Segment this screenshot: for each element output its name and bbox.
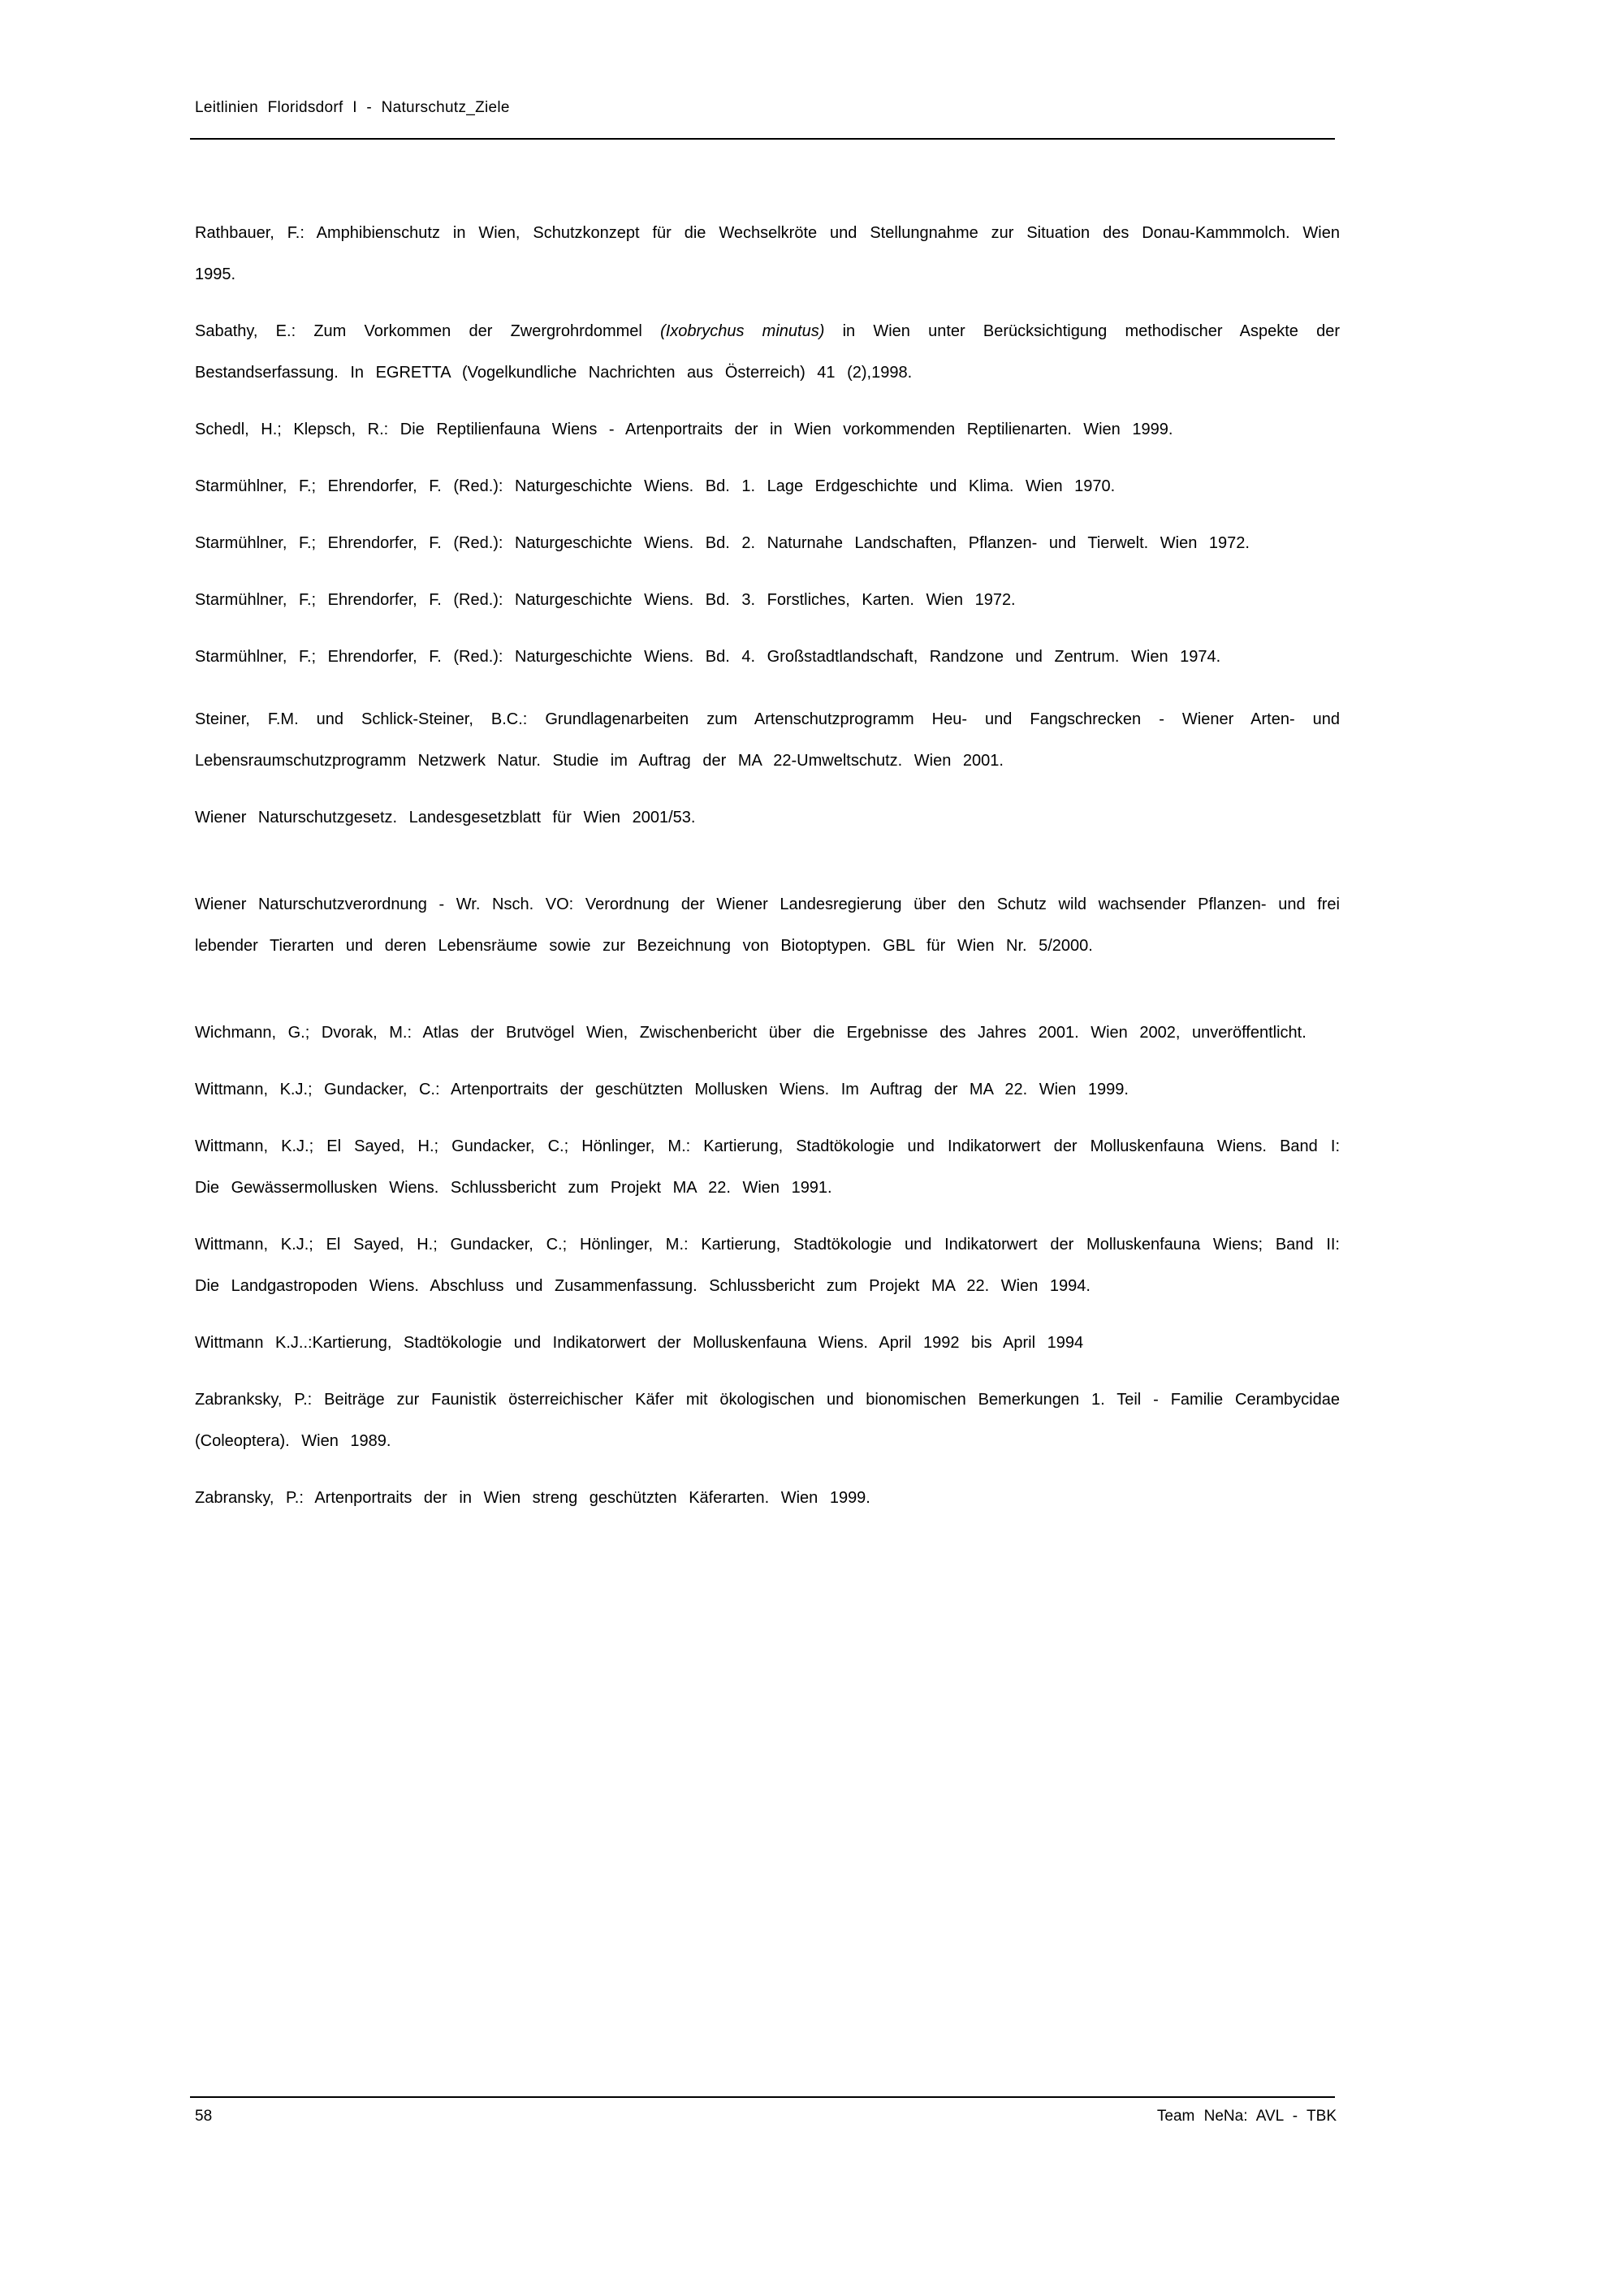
reference-naturschutzgesetz: Wiener Naturschutzgesetz. Landesgesetzblatt für Wien 2001/53. — [195, 809, 696, 826]
species-name: (Ixobrychus minutus) — [660, 322, 825, 340]
reference-naturschutzverordnung: Wiener Naturschutzverordnung - Wr. Nsch. VO: Verordnung der Wiener Landesregierung über den Schutz wild wachsender Pflanzen- und frei lebender Tierarten und deren Lebensräume sowie zur Bezeichnung von Biotoptypen. GBL für Wien Nr. 5/2000. — [195, 896, 1340, 955]
reference-rathbauer: Rathbauer, F.: Amphibienschutz in Wien, Schutzkonzept für die Wechselkröte und Stellungnahme zur Situation des Donau-Kammmolch. Wien 1995. — [195, 224, 1340, 283]
reference-sabathy-text-cont: in Wien unter Berücksichtigung methodischer Aspekte der Bestandserfassung. In EGRETTA (Vogelkundliche Nachrichten aus Österreich) 41 (2),1998. — [195, 322, 1340, 382]
reference-wittmann-band-2: Wittmann, K.J.; El Sayed, H.; Gundacker, C.; Hönlinger, M.: Kartierung, Stadtökologie und Indikatorwert der Molluskenfauna Wiens; Band II: Die Landgastropoden Wiens. Abschluss und Zusammenfassung. Schlussbericht zum Projekt MA 22. Wien 1994. — [195, 1236, 1340, 1295]
reference-schedl: Schedl, H.; Klepsch, R.: Die Reptilienfauna Wiens - Artenportraits der in Wien vorkommenden Reptilienarten. Wien 1999. — [195, 421, 1173, 438]
reference-sabathy-text: Sabathy, E.: Zum Vorkommen der Zwergrohrdommel — [195, 322, 661, 340]
reference-zabransky: Zabransky, P.: Artenportraits der in Wien streng geschützten Käferarten. Wien 1999. — [195, 1489, 870, 1507]
reference-wittmann-band-1: Wittmann, K.J.; El Sayed, H.; Gundacker, C.; Hönlinger, M.: Kartierung, Stadtökologie und Indikatorwert der Molluskenfauna Wiens. Band I: Die Gewässermollusken Wiens. Schlussbericht zum Projekt MA 22. Wien 1991. — [195, 1137, 1340, 1197]
footer-team: Team NeNa: AVL - TBK — [1156, 2108, 1337, 2125]
reference-wittmann-gundacker: Wittmann, K.J.; Gundacker, C.: Artenportraits der geschützten Mollusken Wiens. Im Auftrag der MA 22. Wien 1999. — [195, 1081, 1129, 1098]
reference-steiner: Steiner, F.M. und Schlick-Steiner, B.C.: Grundlagenarbeiten zum Artenschutzprogramm Heu- und Fangschrecken - Wiener Arten- und Lebensraumschutzprogramm Netzwerk Natur. Studie im Auftrag der MA 22-Umweltschutz. Wien 2001. — [195, 710, 1340, 770]
reference-starmuehlner-1: Starmühlner, F.; Ehrendorfer, F. (Red.): Naturgeschichte Wiens. Bd. 1. Lage Erdgeschichte und Klima. Wien 1970. — [195, 477, 1116, 495]
reference-zabranksky: Zabranksky, P.: Beiträge zur Faunistik österreichischer Käfer mit ökologischen und bionomischen Bemerkungen 1. Teil - Familie Cerambycidae (Coleoptera). Wien 1989. — [195, 1391, 1340, 1450]
reference-starmuehlner-2: Starmühlner, F.; Ehrendorfer, F. (Red.): Naturgeschichte Wiens. Bd. 2. Naturnahe Landschaften, Pflanzen- und Tierwelt. Wien 1972. — [195, 534, 1250, 552]
reference-wichmann: Wichmann, G.; Dvorak, M.: Atlas der Brutvögel Wien, Zwischenbericht über die Ergebnisse des Jahres 2001. Wien 2002, unveröffentlicht. — [195, 1024, 1307, 1042]
running-header: Leitlinien Floridsdorf I - Naturschutz_Ziele — [195, 99, 510, 116]
header-rule — [190, 138, 1335, 140]
page-number: 58 — [195, 2108, 213, 2125]
reference-starmuehlner-4: Starmühlner, F.; Ehrendorfer, F. (Red.): Naturgeschichte Wiens. Bd. 4. Großstadtlandschaft, Randzone und Zentrum. Wien 1974. — [195, 648, 1221, 666]
reference-sabathy — [195, 311, 1340, 394]
footer-rule — [190, 2096, 1335, 2098]
reference-wittmann-kartierung: Wittmann K.J..:Kartierung, Stadtökologie und Indikatorwert der Molluskenfauna Wiens. April 1992 bis April 1994 — [195, 1334, 1084, 1352]
reference-list — [195, 213, 1340, 1519]
reference-starmuehlner-3: Starmühlner, F.; Ehrendorfer, F. (Red.): Naturgeschichte Wiens. Bd. 3. Forstliches, Karten. Wien 1972. — [195, 591, 1016, 609]
